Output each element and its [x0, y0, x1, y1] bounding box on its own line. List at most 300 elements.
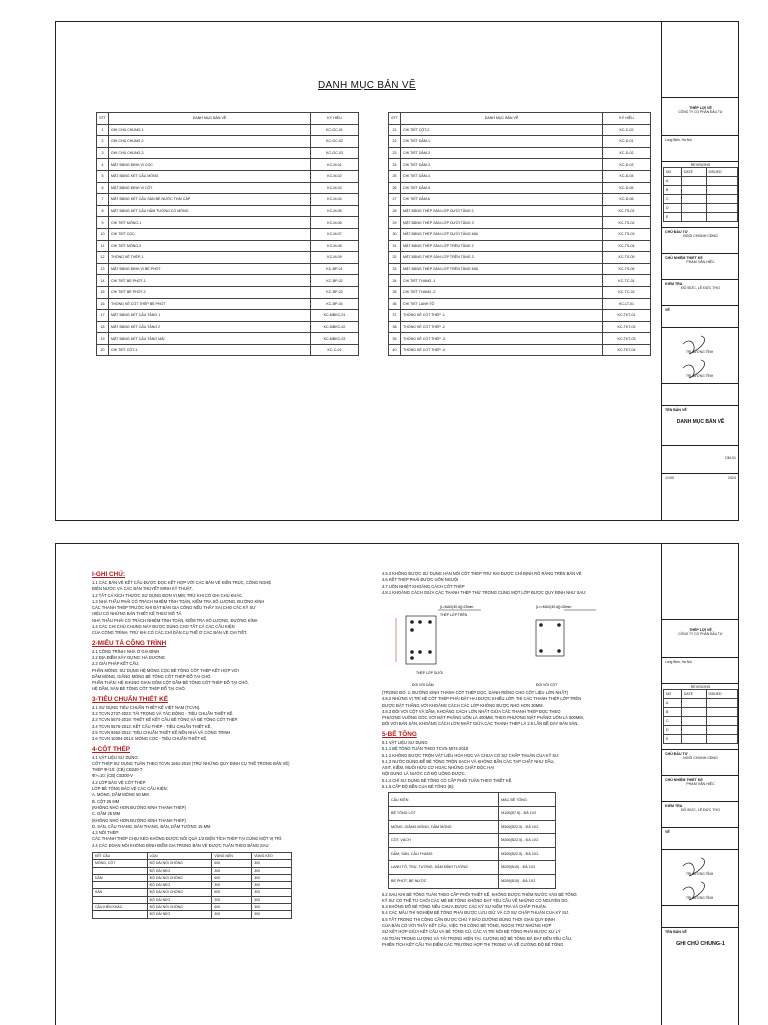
index-row: [389, 147, 651, 159]
sheet-title-value: GHI CHÚ CHUNG-1: [676, 941, 725, 948]
signature-box: [662, 328, 739, 384]
drawing-code: KC-BP-01: [311, 263, 359, 275]
dim-label-1: [L=MAX(30,d)]=25mm: [440, 605, 474, 609]
notes-column-right-mid: [382, 690, 657, 728]
note-line: 5.1.4 CHỈ SỬ DỤNG BÊ TÔNG CÓ CẤP PHỐI TUÂN THEO THIẾT KẾ.: [382, 777, 513, 783]
note-line: 1.4 CÁC CHI CHÚ CHUNG NÀY ĐƯỢC DÙNG CHO TẤT CẢ CÁC CẤU KIỆN: [92, 624, 235, 630]
date-value: 2024: [728, 476, 736, 480]
note-line: NỘI DUNG LÀ NƯỚC CÓ ĐỘ UỐNG ĐƯỢC.: [382, 771, 466, 777]
rev-col-date: DATE: [681, 690, 706, 699]
index-row: [389, 170, 651, 182]
signature-box: [662, 850, 739, 906]
row-number: 23: [389, 147, 401, 159]
drawing-code: KC-GC-01: [311, 124, 359, 136]
sheet-title: DANH MỤC BẢN VẼ: [318, 80, 416, 91]
note-line: 5.2 SAU KHI BÊ TÔNG TUÂN THEO CẤP PHỐI THIẾT KẾ, KHÔNG ĐƯỢC THÊM NƯỚC VÀO BÊ TÔNG: [382, 891, 577, 897]
drawing-name: CHI TIẾT DẦM-4: [401, 170, 603, 182]
index-row: [97, 298, 359, 310]
design-label: CHỦ NHIỆM THIẾT KẾ: [665, 778, 703, 782]
caption-beam: ĐỐI VỚI DẦM: [412, 683, 434, 687]
index-row: [97, 275, 359, 287]
revision-box: [662, 162, 739, 228]
row-number: 31: [389, 240, 401, 252]
drawing-code: KC-TKT-04: [603, 344, 651, 356]
rev-row: C: [664, 717, 682, 726]
rev-row: A: [664, 699, 682, 708]
note-line: CỦA BẢN CỐ VỚI THẤY KẾT CẤU, VIỆC THI CÔNG BÊ TÔNG, NGOẠI TRỪ NHỮNG HỢP: [382, 923, 552, 929]
lap-cell: [93, 882, 148, 889]
row-number: 13: [97, 263, 109, 275]
drawing-name: MẶT BẰNG KẾT CẤU TẦNG 1: [109, 310, 311, 322]
note-line: 5.1.2 KHÔNG ĐƯỢC TRỘN VẬT LIỆU HÓA HỌC VÀ CHƯA CÓ SỰ CHẤP THUẬN CỦA KỸ SƯ: [382, 752, 559, 758]
drawing-code: KC-GC-03: [311, 147, 359, 159]
drawing-name: MẶT BẰNG KẾT CẤU TẦNG 2: [109, 321, 311, 333]
index-row: [97, 228, 359, 240]
row-number: 35: [389, 286, 401, 298]
note-line: AN TOÀN TRONG LƯỢNG VÀ TẢI TRỌNG HIỆN TẠI. CƯỜNG ĐỘ BÊ TÔNG ĐÃ ĐẠT ĐẾN YÊU CẦU.: [382, 935, 573, 941]
index-row: [389, 124, 651, 136]
row-number: 17: [97, 310, 109, 322]
company-name: THÉP LỢI VỆ: [689, 106, 712, 110]
note-line: PHIẾN TÍCH KẾT CẤU THI ĐIỂM CÁC TRƯỜNG HỢP THI TRONG VÀ VỀ CƯỜNG ĐỘ BÊ TÔNG: [382, 941, 564, 947]
company-subtitle: CÔNG TY CỔ PHẦN ĐẦU TƯ: [678, 632, 723, 637]
lap-row: [93, 904, 292, 911]
note-line: 5.4 CÁC MẪU THÍ NGHIỆM BÊ TÔNG PHẢI ĐƯỢC LƯU GIỮ VÀ CÓ SỰ CHẤP THUẬN CỦA KỸ SƯ.: [382, 910, 570, 916]
index-row: [97, 124, 359, 136]
drawing-name: GHI CHÚ CHUNG-2: [109, 136, 311, 148]
concrete-row: [389, 820, 556, 834]
revision-table: [663, 167, 738, 222]
note-line: C. DẦM 25 MM: [92, 811, 120, 817]
note-line: SỬ KẾT HỢP GIỮA KẾT CẤU VÀ BÊ TÔNG CŨ, CÁC VỊ TRÍ NỐI BÊ TÔNG PHẢI ĐƯỢC XỬ LÝ: [382, 929, 561, 935]
signer-2: TRỊ LƯƠNG TĨNH: [686, 896, 714, 900]
note-line: 1.2 TẤT CẢ KÍCH THƯỚC SỬ DỤNG ĐƠN VỊ MM, TRỪ KHI CÓ GHI CHÚ KHÁC.: [92, 592, 244, 598]
company-subtitle: CÔNG TY CỔ PHẦN ĐẦU TƯ: [678, 110, 723, 115]
row-number: 36: [389, 298, 401, 310]
member-name: CỘT, VÁCH: [389, 834, 499, 848]
design-label: CHỦ NHIỆM THIẾT KẾ: [665, 256, 703, 260]
drawing-code: KC-TKT-01: [603, 310, 651, 322]
drawing-code: KC-MBKC-01: [311, 310, 359, 322]
note-line: 4.4 CÁC ĐOẠN NỐI KHÔNG ĐÍNH ĐIỂM GIA TRONG BẢN VẼ ĐƯỢC TUÂN THEO BẢNG SAU:: [92, 842, 270, 848]
owner-name: NGÔI CHÚNH CĐNG: [683, 756, 718, 761]
lap-cell: 300: [252, 889, 292, 896]
note-line: THÉP Φ<10: (CB) CB240-T: [92, 767, 143, 773]
rev-col-issued: ISSUED: [706, 168, 738, 177]
section-heading: 2-MIÊU TẢ CÔNG TRÌNH: [92, 639, 167, 647]
lap-row: [93, 896, 292, 903]
lap-cell: 300: [252, 882, 292, 889]
index-row: [97, 182, 359, 194]
address-box: [662, 658, 739, 684]
drawing-code: KC-TS-03: [603, 228, 651, 240]
drawn-label: VẼ: [665, 308, 670, 312]
rev-row: B: [664, 708, 682, 717]
index-row: [389, 205, 651, 217]
note-line: 3.5 TCVN 9362-2012: TIÊU CHUẨN THIẾT KẾ NỀN NHÀ VÀ CÔNG TRÌNH.: [92, 729, 232, 735]
rev-row: D: [664, 726, 682, 735]
note-line: HỆ DẦM, SÀN BÊ TÔNG CỐT THÉP ĐỔ TẠI CHỖ.: [92, 686, 186, 692]
lap-cell: 300: [252, 860, 292, 867]
lap-cell: 300: [252, 874, 292, 881]
drawing-code: KC-GC-02: [311, 136, 359, 148]
rev-col-no: NO: [664, 690, 682, 699]
drawing-code: KC-D-06: [603, 194, 651, 206]
index-row: [389, 240, 651, 252]
row-number: 3: [97, 147, 109, 159]
lap-row: [93, 860, 292, 867]
row-number: 12: [97, 252, 109, 264]
note-line: ĐIỆN NƯỚC VÀ CÁC BẢN THUYẾT MINH KỸ THUẬT.: [92, 586, 193, 592]
note-line: LỚP BÊ TÔNG BẢO VỆ CÁC CẤU KIỆN:: [92, 786, 168, 792]
sheet-title-box: [662, 928, 739, 968]
row-number: 6: [97, 182, 109, 194]
concrete-grade: M300(B22.5) - ĐÁ 1X2: [499, 834, 556, 848]
drawing-name: CHI TIẾT DẦM-1: [401, 136, 603, 148]
drawing-name: MẶT BẰNG THÉP SÀN LỚP DƯỚI TẦNG MÁI: [401, 228, 603, 240]
note-line: 4.8.3 ĐỐI VỚI CỘT VÀ DẦM, KHOẢNG CÁCH LỚN NHẤT GIỮA CÁC THANH THÉP ĐỌC THEO: [382, 708, 561, 714]
design-box: [662, 776, 739, 802]
row-number: 10: [97, 228, 109, 240]
drawing-name: GHI CHÚ CHUNG-1: [109, 124, 311, 136]
scale-box: [662, 474, 739, 494]
drawing-name: CHI TIẾT CỘT-1: [109, 344, 311, 356]
owner-name: NGÔI CHÚNH CĐNG: [683, 234, 718, 239]
note-line: 2.3 GIẢI PHÁP KẾT CẤU:: [92, 661, 140, 667]
lap-cell: ĐỘ DÀI NEO: [147, 896, 212, 903]
owner-box: [662, 228, 739, 254]
lap-row: [93, 882, 292, 889]
row-number: 29: [389, 217, 401, 229]
drawing-code: KC-M-09: [311, 252, 359, 264]
lap-cell: 300: [212, 911, 252, 918]
note-line: 4.8.2 NHỮNG VỊ TRÍ HỆ CỐT THÉP PHẢI ĐẶT HAI ĐƯỢC KHIẾU LỚP, THÌ CÁC THANH THÉP LỚP TRÊN: [382, 696, 582, 702]
col-member: CẤU KIỆN: [389, 793, 499, 807]
drawing-code: KC-M-01: [311, 159, 359, 171]
checker-name: ĐỖ ĐỨC, LÊ ĐỨC THỌ: [681, 286, 720, 291]
drawing-name: CHI TIẾT THANG -1: [401, 275, 603, 287]
drawing-name: MẶT BẰNG ĐỊNH VỊ CỘT: [109, 182, 311, 194]
note-line: 3.6 TCVN 10304-2014: MÓNG CỌC - TIÊU CHUẨN THIẾT KẾ.: [92, 736, 208, 742]
note-line: B. CỘT 25 MM: [92, 798, 120, 804]
drawn-label: VẼ: [665, 830, 670, 834]
row-number: 18: [97, 321, 109, 333]
logo-area: [662, 22, 739, 98]
lap-cell: [93, 896, 148, 903]
row-number: 1: [97, 124, 109, 136]
lap-cell: 600: [212, 889, 252, 896]
row-number: 26: [389, 182, 401, 194]
row-number: 22: [389, 136, 401, 148]
owner-box: [662, 750, 739, 776]
drawing-name: MẶT BẰNG THÉP SÀN LỚP TRÊN TẦNG 3: [401, 252, 603, 264]
rebar-spacing-diagram: [386, 600, 606, 690]
note-line: CÁC THANH THÉP TRƯỚC KHI ĐẶT BẢN GIA CÔNG NẾU THẤY SAI CHO CÁC KỸ SƯ: [92, 605, 256, 611]
rev-col-date: DATE: [681, 168, 706, 177]
drawing-code: KC-C-01: [311, 344, 359, 356]
note-line: 3.4 TCVN 5575-2012: KẾT CẤU THÉP - TIÊU CHUẨN THIẾT KẾ.: [92, 723, 212, 729]
note-line: CỦA CÔNG TRÌNH, TRỪ KHI CÓ CÁC CHỈ DẪN CỤ THỂ Ở CÁC BẢN VẼ CHI TIẾT.: [92, 630, 248, 636]
scale-value: 1/100: [665, 476, 674, 480]
signer-1: TRỊ LƯƠNG TĨNH: [686, 350, 714, 354]
drawing-name: MẶT BẰNG KẾT CẤU HẦM TƯỜNG CỔ MÓNG: [109, 205, 311, 217]
drawing-code: KC-TS-02: [603, 217, 651, 229]
lap-cell: ĐỘ DÀI NỐI CHỒNG: [147, 889, 212, 896]
note-line: DẦM MÓNG, GIẰNG MÓNG BÊ TÔNG CỐT THÉP ĐỔ TẠI CHỖ.: [92, 673, 212, 679]
company-box: [662, 98, 739, 136]
drawing-code: KC-BP-02: [311, 275, 359, 287]
address-box: [662, 136, 739, 162]
row-number: 11: [97, 240, 109, 252]
col-code: KÝ HIỆU: [603, 113, 651, 125]
concrete-row: [389, 874, 556, 888]
drawing-name: MẶT BẰNG KẾT CẤU MÓNG: [109, 170, 311, 182]
row-number: 28: [389, 205, 401, 217]
lap-row: [93, 874, 292, 881]
row-number: 9: [97, 217, 109, 229]
note-line: D. SÀN, CẦU THANG, BẢN THANG, BẢN, DẦM TƯỜNG 15 MM: [92, 823, 211, 829]
index-row: [97, 310, 359, 322]
note-line: 3.2 TCVN 2737-2023: TẢI TRỌNG VÀ TÁC ĐỘNG - TIÊU CHUẨN THIẾT KẾ.: [92, 711, 234, 717]
row-number: 25: [389, 170, 401, 182]
index-row: [97, 240, 359, 252]
lap-cell: 300: [252, 904, 292, 911]
note-line: PHẦN THÂN: HỆ KHUNG GIAN GỒM CỘT DẦM BÊ TÔNG CỐT THÉP ĐỔ TẠI CHỖ,: [92, 680, 249, 686]
lap-cell: ĐỘ DÀI NEO: [147, 911, 212, 918]
checker-name: ĐỖ ĐỨC, LÊ ĐỨC THỌ: [681, 808, 720, 813]
caption-column: ĐỐI VỚI CỘT: [536, 683, 558, 687]
row-number: 7: [97, 194, 109, 206]
sheet-title-label: TÊN BẢN VẼ: [665, 408, 687, 412]
design-box: [662, 254, 739, 280]
index-row: [389, 136, 651, 148]
concrete-row: [389, 806, 556, 820]
note-line: CỐT THÉP SỬ DỤNG TUÂN THEO TCVN 1651-2018 (TRỪ NHỮNG QUY ĐỊNH CỤ THỂ TRONG BẢN VẼ): [92, 760, 290, 766]
lap-cell: [93, 867, 148, 874]
index-row: [389, 159, 651, 171]
designer-name: PHẠM VĂN HIỆC: [686, 260, 715, 265]
row-number: 30: [389, 228, 401, 240]
lap-cell: 600: [212, 860, 252, 867]
drawing-name: CHI TIẾT DẦM-5: [401, 182, 603, 194]
company-box: [662, 620, 739, 658]
check-box: [662, 802, 739, 828]
index-row: [97, 194, 359, 206]
lap-cell: 300: [212, 882, 252, 889]
lap-cell: 300: [212, 896, 252, 903]
lap-cell: 600: [212, 904, 252, 911]
note-line: 2.1 CÔNG TRÌNH: NHÀ Ở GIA ĐÌNH: [92, 648, 160, 654]
concrete-row: [389, 834, 556, 848]
index-row: [389, 263, 651, 275]
concrete-section: [382, 728, 657, 948]
drawing-code: KC-TS-01: [603, 205, 651, 217]
rev-row: D: [664, 204, 682, 213]
note-line: (KHÔNG NHỎ HƠN ĐƯỜNG KÍNH THANH THÉP): [92, 804, 186, 810]
note-line: 3.1 SỬ DỤNG TIÊU CHUẨN THIẾT KẾ VIỆT NAM (TCVN).: [92, 704, 201, 710]
sheet-title-label: TÊN BẢN VẼ: [665, 930, 687, 934]
row-number: 8: [97, 205, 109, 217]
index-row: [389, 252, 651, 264]
drawing-code: KC-D-03: [603, 159, 651, 171]
revision-box: [662, 684, 739, 750]
drawn-box: [662, 306, 739, 328]
company-address: Long Biên, Hà Nội: [665, 660, 692, 664]
drawing-sheet-1: [55, 21, 739, 521]
concrete-grade: M300(B22.5) - ĐÁ 1X2: [499, 820, 556, 834]
lap-cell: ĐỘ DÀI NỐI CHỒNG: [147, 860, 212, 867]
index-row: [389, 275, 651, 287]
lap-cell: SÀN: [93, 889, 148, 896]
lap-col-header: VÙNG NÉN: [212, 852, 252, 859]
index-row: [97, 321, 359, 333]
rev-row: E: [664, 735, 682, 744]
concrete-grade: M200(B15) - ĐÁ 1X2: [499, 861, 556, 875]
note-line: PHẦN MÓNG: SỬ DỤNG HỆ MÓNG CỌC BÊ TÔNG CỐT THÉP KẾT HỢP VỚI: [92, 667, 239, 673]
row-number: 27: [389, 194, 401, 206]
lap-cell: ĐỘ DÀI NEO: [147, 867, 212, 874]
drawing-name: CHI TIẾT DẦM-3: [401, 159, 603, 171]
sheet-title-box: [662, 406, 739, 446]
row-number: 34: [389, 275, 401, 287]
col-grade: MÁC BÊ TÔNG: [499, 793, 556, 807]
col-code: KÝ HIỆU: [311, 113, 359, 125]
note-line: 5.1.1 BÊ TÔNG TUÂN THEO TCVN 5574-2018: [382, 746, 469, 752]
index-row: [389, 310, 651, 322]
drawing-name: CHI TIẾT LANH TÔ: [401, 298, 603, 310]
drawing-code: KC-D-02: [603, 147, 651, 159]
section-heading: 4-CỐT THÉP: [92, 745, 130, 753]
index-row: [97, 159, 359, 171]
drawing-code: KC-TC-02: [603, 286, 651, 298]
drawing-code: KC-M-08: [311, 240, 359, 252]
note-line: CÁC THANH THÉP CHỊU KÉO KHÔNG ĐƯỢC NỐI QUÁ 1/2 DIỆN TÍCH THÉP TẠI CÙNG MỘT VỊ TRÍ.: [92, 836, 283, 842]
lap-row: [93, 867, 292, 874]
drawn-box: [662, 828, 739, 850]
drawing-code: KC-D-01: [603, 136, 651, 148]
drawing-name: MẶT BẰNG KẾT CẤU SÀN BỂ NƯỚC THẢI CẤP: [109, 194, 311, 206]
drawing-code: KC-M-07: [311, 228, 359, 240]
lap-col-header: VÙNG KÉO: [252, 852, 292, 859]
lap-cell: 300: [252, 911, 292, 918]
drawing-code: KC-TS-06: [603, 263, 651, 275]
drawing-code: KC-TKT-03: [603, 333, 651, 345]
lap-cell: 300: [212, 867, 252, 874]
index-row: [97, 263, 359, 275]
index-row: [97, 252, 359, 264]
section-heading: I-GHI CHÚ:: [92, 571, 126, 578]
note-line: 4.2 LỚP BẢO VỆ CỐT THÉP:: [92, 779, 147, 785]
lap-cell: 600: [212, 874, 252, 881]
drawing-code: KC-TS-05: [603, 252, 651, 264]
signer-1: TRỊ LƯƠNG TĨNH: [686, 872, 714, 876]
stamp-box: [662, 384, 739, 406]
drawing-name: THỐNG KÊ THÉP-1: [109, 252, 311, 264]
index-row: [389, 194, 651, 206]
lap-cell: MÓNG, CỘT: [93, 860, 148, 867]
drawing-name: CHI TIẾT MÓNG-2: [109, 240, 311, 252]
lap-row: [93, 911, 292, 918]
lap-cell: CẤU KIỆN KHÁC: [93, 904, 148, 911]
note-line: 5.3 KHÔNG ĐỔ BÊ TÔNG NẾU CHƯA ĐƯỢC CÁC KỸ SƯ KIỂM TRA VÀ CHẤP THUẬN.: [382, 904, 547, 910]
row-number: 37: [389, 310, 401, 322]
row-number: 40: [389, 344, 401, 356]
lap-col-header: KẾT CẤU: [93, 852, 148, 859]
drawing-name: MẶT BẰNG THÉP SÀN LỚP DƯỚI TẦNG 3: [401, 217, 603, 229]
col-stt: STT: [97, 113, 109, 125]
index-row: [97, 333, 359, 345]
note-line: 5.5 TẤT TRONG THI CÔNG CẦN ĐƯỢC CHÚ Ý BẢO DƯỠNG ĐÚNG THỜI GIAN QUY ĐỊNH: [382, 916, 555, 922]
logo-area: [662, 544, 739, 620]
drawing-sheet-2: [55, 543, 739, 1025]
check-label: KIỂM TRA: [665, 804, 683, 808]
note-line: 4.5.3 KHÔNG ĐƯỢC SỬ DỤNG HÀN NỐI CỐT THÉP TRỪ KHI ĐƯỢC CHỈ ĐỊNH RÕ RÀNG TRÊN BẢN VẼ: [382, 571, 582, 576]
drawing-name: CHI TIẾT DẦM-2: [401, 147, 603, 159]
lap-row: [93, 889, 292, 896]
label-top-steel: THÉP LỚP TRÊN: [440, 613, 468, 617]
row-number: 4: [97, 159, 109, 171]
concrete-grade: M300(B22.5) - ĐÁ 1X2: [499, 847, 556, 861]
row-number: 39: [389, 333, 401, 345]
drawing-name: CHI TIẾT MÓNG-1: [109, 217, 311, 229]
drawing-name: THỐNG KÊ CỐT THÉP -2: [401, 321, 603, 333]
notes-column-right-top: [382, 571, 657, 596]
rev-col-no: NO: [664, 168, 682, 177]
drawing-code: KC-MBKC-02: [311, 321, 359, 333]
row-number: 32: [389, 252, 401, 264]
drawing-name: THỐNG KÊ CỐT THÉP -3: [401, 333, 603, 345]
drawing-index-table-left: [96, 112, 359, 356]
row-number: 2: [97, 136, 109, 148]
row-number: 15: [97, 286, 109, 298]
drawing-code: KC-LT-01: [603, 298, 651, 310]
drawing-code: KC-M-06: [311, 217, 359, 229]
check-label: KIỂM TRA: [665, 282, 683, 286]
lap-cell: [93, 911, 148, 918]
drawing-code: KC-M-04: [311, 194, 359, 206]
drawing-name: CHI TIẾT BỂ PHỐT-1: [109, 275, 311, 287]
row-number: 33: [389, 263, 401, 275]
row-number: 21: [389, 124, 401, 136]
note-line: Φ>=10: (CB) CB300-V: [92, 773, 134, 779]
lap-cell: 300: [252, 867, 292, 874]
note-line: ĐỐI VỚI BẢN SÀN, KHOẢNG CÁCH LỚN NHẤT GIỮA CÁC THANH THÉP LÀ 2.5 LẦN BỀ DÀY BẢN SÀN.: [382, 721, 579, 727]
note-line: 4.1 VẬT LIỆU SỬ DỤNG:: [92, 754, 139, 760]
drawing-code: KC-BP-03: [311, 286, 359, 298]
drawing-code: KC-M-02: [311, 170, 359, 182]
rev-row: B: [664, 186, 682, 195]
rev-col-issued: ISSUED: [706, 690, 738, 699]
note-line: 1.1 CÁC BẢN VẼ KẾT CẤU ĐƯỢC ĐỌC KẾT HỢP VỚI CÁC BẢN VẼ KIẾN TRÚC, CÔNG NGHỆ: [92, 580, 272, 585]
sheet-title-value: DANH MỤC BẢN VẼ: [676, 419, 725, 426]
concrete-grade: M100(B7.5) - ĐÁ 1X2: [499, 806, 556, 820]
drawing-name: MẶT BẰNG ĐỊNH VỊ CỌC: [109, 159, 311, 171]
row-number: 24: [389, 159, 401, 171]
stamp-box: [662, 906, 739, 928]
note-line: (KHÔNG NHỎ HƠN ĐƯỜNG KÍNH THANH THÉP): [92, 817, 186, 823]
check-box: [662, 280, 739, 306]
drawing-code: KC-MBKC-03: [311, 333, 359, 345]
rev-row: E: [664, 213, 682, 222]
member-name: MÓNG, GIẰNG MÓNG, DẦM MÓNG: [389, 820, 499, 834]
member-name: BỂ PHỐT, BỂ NƯỚC: [389, 874, 499, 888]
concrete-row: [389, 861, 556, 875]
row-number: 38: [389, 321, 401, 333]
index-row: [389, 344, 651, 356]
drawing-name: THỐNG KÊ CỐT THÉP -4: [401, 344, 603, 356]
index-row: [389, 182, 651, 194]
lap-cell: ĐỘ DÀI NỐI CHỒNG: [147, 874, 212, 881]
